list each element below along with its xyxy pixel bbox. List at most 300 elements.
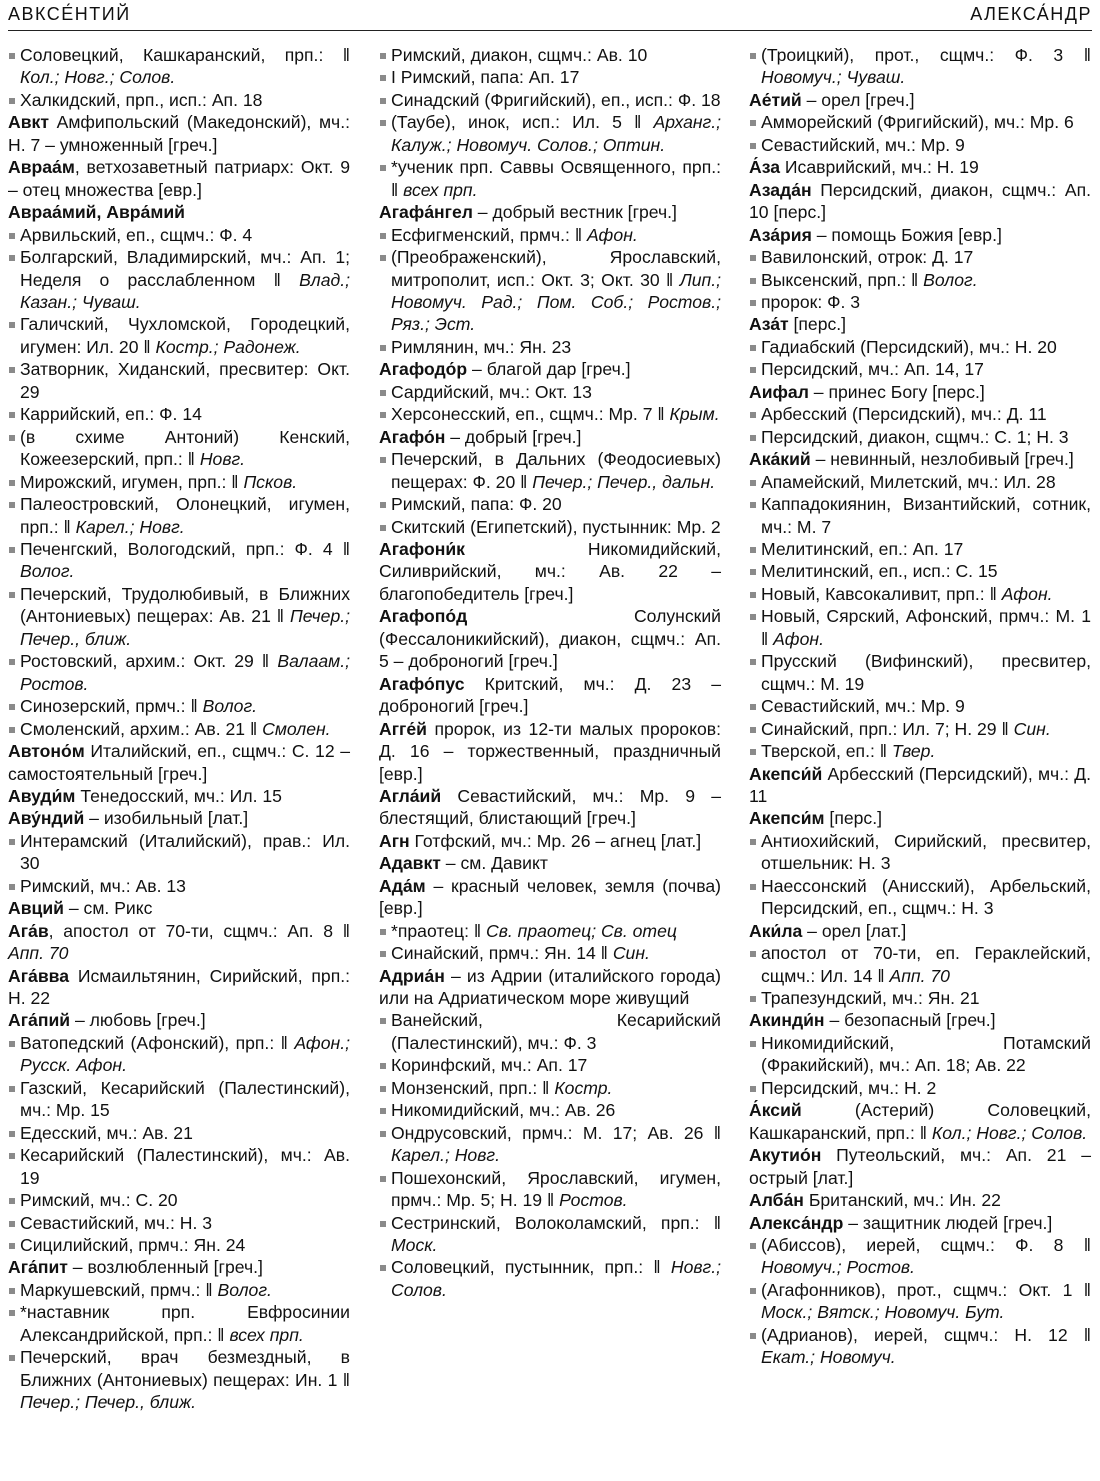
dictionary-headword-entry [379,785,721,830]
dictionary-sub-entry [8,403,350,425]
dictionary-sub-entry [749,987,1091,1009]
entry-text: – защитник людей [греч.] [843,1212,1053,1233]
entry-text: Синайский, прмч.: Ян. 14 ‖ [391,943,608,964]
entry-text: Исаврийский, мч.: Н. 19 [780,157,979,178]
entry-text: пророк, из 12-ти малых пророков: Д. 16 – торжественный, праздничный [евр.] [379,718,721,784]
source-reference: Кол.; Новг.; Солов. [931,1122,1088,1143]
dictionary-sub-entry [8,1144,350,1189]
entry-text: Маркушевский, прмч.: ‖ [20,1279,213,1300]
dictionary-headword-entry [379,201,721,223]
dictionary-sub-entry [379,381,721,403]
entry-text: – добрый вестник [греч.] [472,202,677,223]
headword: Акепси́й [749,763,823,784]
dictionary-headword-entry [8,807,350,829]
dictionary-headword-entry [379,852,721,874]
entry-text: Сицилийский, прмч.: Ян. 24 [20,1235,246,1256]
entry-text: – см. Рикс [63,898,153,919]
entry-text: Амфипольский (Македонский), мч.: Н. 7 – умноженный [греч.] [8,112,350,155]
entry-text: [перс.] [824,808,882,829]
source-reference: Моск. [391,1235,438,1256]
entry-text: – красный человек, земля (почва) [евр.] [379,875,721,919]
entry-text: Персидский, диакон, сщмч.: Ап. 10 [перс.] [749,179,1091,223]
entry-text: , ветхозаветный патриарх: Окт. 9 – отец множества [евр.] [8,157,350,200]
dictionary-sub-entry [379,1122,721,1167]
entry-text: – добрый [греч.] [445,426,582,447]
source-reference: Син. [612,943,650,964]
entry-text: Амморейский (Фригийский), мч.: Мр. 6 [761,112,1074,133]
entry-text: (Адрианов), иерей, сщмч.: Н. 12 ‖ [761,1324,1091,1345]
entry-text: Вавилонский, отрок: Д. 17 [761,247,974,268]
dictionary-headword-entry [749,920,1091,942]
headword: Ае́тий [749,89,802,110]
dictionary-sub-entry [379,111,721,156]
header-right: АЛЕКСА́НДР [970,4,1092,24]
dictionary-sub-entry [749,44,1091,89]
source-reference: Псков. [243,471,298,492]
source-reference: Волог. [923,269,978,290]
source-reference: Валаам.; Ростов. [20,651,350,694]
dictionary-sub-entry [8,1279,350,1301]
entry-text: Никомидийский, Силиврийский, мч.: Ав. 22 – благопобедитель [греч.] [379,538,721,604]
entry-text: Севастийский, мч.: Н. 3 [20,1212,213,1233]
source-reference: Костр. [554,1077,613,1098]
dictionary-sub-entry [379,1009,721,1054]
headword: А́за [749,157,781,178]
entry-text: Мелитинский, еп.: Ап. 17 [761,538,964,559]
dictionary-headword-entry [8,965,350,1010]
headword: Ака́кий [749,449,811,470]
entry-text: Ростовский, архим.: Окт. 29 ‖ [20,651,270,672]
dictionary-sub-entry [379,246,721,336]
entry-text: Римский, мч.: Ав. 13 [20,875,186,896]
entry-text: Путеольский, мч.: Ап. 21 – острый [лат.] [749,1145,1091,1188]
dictionary-sub-entry [8,471,350,493]
entry-text: Соловецкий, Кашкаранский, прп.: ‖ [20,45,350,65]
entry-text: Выксенский, прп.: ‖ [761,269,919,290]
headword: Ага́пий [8,1010,71,1031]
dictionary-headword-entry [8,1009,350,1031]
dictionary-headword-entry [749,1144,1091,1189]
headword: Агафопо́д [379,606,468,627]
entry-text: – орел [лат.] [802,920,907,941]
dictionary-sub-entry [749,246,1091,268]
dictionary-sub-entry [8,1346,350,1413]
dictionary-sub-entry [379,403,721,425]
entry-text: Интерамский (Италийский), прав.: Ил. 30 [20,830,350,874]
dictionary-sub-entry [749,830,1091,875]
entry-text: Тенедосский, мч.: Ил. 15 [75,785,282,806]
entry-text: Печерский, в Дальних (Феодосиевых) пещерах: Ф. 20 ‖ [391,449,721,492]
entry-text: (Преображенский), Ярославский, митрополит, исп.: Окт. 3; Окт. 30 ‖ [391,247,721,290]
dictionary-headword-entry [8,785,350,807]
dictionary-sub-entry [8,695,350,717]
entry-text: Печенгский, Вологодский, прп.: Ф. 4 ‖ [20,538,350,559]
entry-text: Печерский, Трудолюбивый, в Ближних (Антониевых) пещерах: Ав. 21 ‖ [20,583,350,627]
dictionary-sub-entry [8,1077,350,1122]
entry-text: – невинный, незлобивый [греч.] [810,449,1074,470]
entry-text: Есфигменский, прмч.: ‖ [391,224,583,245]
entry-text: Апамейский, Милетский, мч.: Ил. 28 [761,471,1056,492]
entry-text: Римский, диакон, сщмч.: Ав. 10 [391,45,648,65]
dictionary-sub-entry [749,403,1091,425]
headword: Акутио́н [749,1145,822,1166]
dictionary-sub-entry [379,1256,721,1301]
dictionary-sub-entry [379,516,721,538]
source-reference: Афон. [1001,583,1053,604]
source-reference: Волог. [20,561,75,582]
headword: Азада́н [749,179,812,200]
dictionary-sub-entry [749,538,1091,560]
source-reference: Карел.; Новг. [75,516,185,537]
entry-text: Наессонский (Анисский), Арбельский, Персидский, еп., сщмч.: Н. 3 [761,875,1091,919]
entry-text: Каррийский, еп.: Ф. 14 [20,404,202,425]
dictionary-sub-entry [8,830,350,875]
entry-text: Персидский, мч.: Н. 2 [761,1077,937,1098]
dictionary-headword-entry [749,89,1091,111]
entry-text: Синадский (Фригийский), еп., исп.: Ф. 18 [391,89,721,110]
dictionary-sub-entry [749,471,1091,493]
entry-text: – безопасный [греч.] [824,1010,996,1031]
headword: Авраа́мий, Авра́мий [8,202,185,223]
source-reference: Апп. 70 [889,965,950,986]
dictionary-headword-entry [8,111,350,156]
entry-text: Сардийский, мч.: Окт. 13 [391,381,592,402]
dictionary-sub-entry [749,875,1091,920]
dictionary-sub-entry [749,583,1091,605]
dictionary-headword-entry [749,381,1091,403]
dictionary-sub-entry [749,740,1091,762]
entry-text: Критский, мч.: Д. 23 – доброногий [греч.] [379,673,721,717]
dictionary-headword-entry [749,807,1091,829]
dictionary-sub-entry [8,650,350,695]
dictionary-sub-entry [379,1212,721,1257]
dictionary-sub-entry [379,44,721,66]
entry-text: Скитский (Египетский), пустынник: Мр. 2 [391,516,721,537]
dictionary-headword-entry [379,718,721,785]
dictionary-headword-entry [749,763,1091,808]
headword: Автоно́м [8,741,85,762]
dictionary-headword-entry [749,224,1091,246]
entry-text: (Астерий) Соловецкий, Кашкаранский, прп.: ‖ [749,1100,1091,1143]
entry-text: Кесарийский (Палестинский), мч.: Ав. 19 [20,1145,350,1188]
dictionary-sub-entry [749,1032,1091,1077]
entry-text: пророк: Ф. 3 [761,291,861,312]
dictionary-sub-entry [379,1054,721,1076]
entry-text: Затворник, Хиданский, пресвитер: Окт. 29 [20,359,350,402]
entry-text: Севастийский, мч.: Мр. 9 [761,134,965,155]
headword: Агафо́н [379,426,446,447]
entry-text: Новый, Сярский, Афонский, прмч.: М. 1 ‖ [761,606,1091,649]
dictionary-sub-entry [749,134,1091,156]
entry-text: Ондрусовский, прмч.: М. 17; Ав. 26 ‖ [391,1122,721,1143]
entry-text: Италийский, еп., сщмч.: С. 12 – самостоятельный [греч.] [8,741,350,784]
entry-text: *ученик прп. Саввы Освященного, прп.: ‖ [391,157,721,200]
headword: Ага́пит [8,1257,68,1278]
dictionary-headword-entry [8,1256,350,1278]
entry-text: Едесский, мч.: Ав. 21 [20,1122,193,1143]
headword: Агн [379,830,410,851]
headword: Авраа́м [8,157,75,178]
dictionary-sub-entry [379,920,721,942]
dictionary-sub-entry [8,583,350,650]
dictionary-sub-entry [8,1212,350,1234]
source-reference: Печер.; Печер., ближ. [20,606,351,649]
column-3 [749,44,1091,1369]
dictionary-headword-entry [8,740,350,785]
dictionary-headword-entry [379,605,721,672]
entry-text: Галичский, Чухломской, Городецкий, игумен: Ил. 20 ‖ [20,314,350,357]
entry-text: Готфский, мч.: Мр. 26 – агнец [лат.] [409,830,702,851]
dictionary-sub-entry [8,1301,350,1346]
headword: Ага́вва [8,965,70,986]
source-reference: Карел.; Новг. [391,1145,500,1166]
entry-text: (Троицкий), прот., сщмч.: Ф. 3 ‖ [761,45,1091,65]
dictionary-headword-entry [379,830,721,852]
dictionary-headword-entry [379,358,721,380]
source-reference: Твер. [891,741,936,762]
entry-text: Херсонесский, еп., сщмч.: Мр. 7 ‖ [391,404,665,425]
running-header [8,4,1092,31]
source-reference: всех прп. [229,1324,304,1345]
entry-text: Газский, Кесарийский (Палестинский), мч.: Мр. 15 [20,1077,350,1121]
dictionary-sub-entry [379,942,721,964]
entry-text: (Агафонников), прот., сщмч.: Окт. 1 ‖ [761,1279,1091,1300]
headword: Аки́ла [749,920,803,941]
headword: Адриа́н [379,965,445,986]
dictionary-sub-entry [379,1099,721,1121]
dictionary-sub-entry [749,560,1091,582]
dictionary-sub-entry [749,942,1091,987]
entry-text: Синайский, прп.: Ил. 7; Н. 29 ‖ [761,718,1009,739]
entry-text: Римский, мч.: С. 20 [20,1190,178,1211]
dictionary-sub-entry [8,313,350,358]
source-reference: Новомуч.; Ростов. [761,1257,915,1278]
dictionary-sub-entry [749,1234,1091,1279]
dictionary-sub-entry [8,224,350,246]
source-reference: Ростов. [559,1190,628,1211]
source-reference: Апп. 70 [8,943,69,964]
dictionary-sub-entry [379,224,721,246]
dictionary-headword-entry [379,673,721,718]
dictionary-headword-entry [8,920,350,965]
entry-text: Палеостровский, Олонецкий, игумен, прп.: ‖ [20,494,350,537]
dictionary-sub-entry [8,358,350,403]
headword: Аза́т [749,314,789,335]
dictionary-sub-entry [8,1189,350,1211]
source-reference: Новг.; Солов. [391,1257,722,1300]
headword: Агафони́к [379,538,465,559]
source-reference: Крым. [669,404,720,425]
entry-text: Трапезундский, мч.: Ян. 21 [761,988,980,1009]
entry-text: – изобильный [лат.] [84,808,249,829]
headword: Ада́м [379,875,426,896]
dictionary-sub-entry [749,605,1091,650]
entry-text: *праотец: ‖ [391,920,482,941]
entry-text: – орел [греч.] [801,89,915,110]
dictionary-sub-entry [379,493,721,515]
source-reference: Печер.; Печер., ближ. [20,1392,196,1413]
dictionary-sub-entry [8,718,350,740]
entry-text: Британский, мч.: Ин. 22 [803,1190,1001,1211]
entry-text: Коринфский, мч.: Ап. 17 [391,1055,588,1076]
entry-text: Халкидский, прп., исп.: Ап. 18 [20,89,263,110]
entry-text: – из Адрии (италийского города) или на Адриатическом море живущий [379,965,721,1009]
source-reference: Новг. [199,449,246,470]
dictionary-sub-entry [8,426,350,471]
entry-text: Смоленский, архим.: Ав. 21 ‖ [20,718,258,739]
headword: Акепси́м [749,808,825,829]
dictionary-sub-entry [749,291,1091,313]
dictionary-headword-entry [749,1009,1091,1031]
source-reference: Афон. [773,628,824,649]
headword: Агафо́пус [379,673,465,694]
entry-text: Гадиабский (Персидский), мч.: Н. 20 [761,336,1057,357]
headword: Акинди́н [749,1010,825,1031]
headword: Аифал [749,381,809,402]
entry-text: Синозерский, прмч.: ‖ [20,696,198,717]
entry-text: Новый, Кавсокаливит, прп.: ‖ [761,583,997,604]
dictionary-sub-entry [8,538,350,583]
entry-text: Арбесский (Персидский), мч.: Д. 11 [749,763,1091,806]
source-reference: Св. праотец; Св. отец [486,920,677,941]
entry-text: Пошехонский, Ярославский, игумен, прмч.: Мр. 5; Н. 19 ‖ [391,1167,721,1211]
dictionary-headword-entry [749,1099,1091,1144]
dictionary-sub-entry [749,269,1091,291]
entry-text: Персидский, диакон, сщмч.: С. 1; Н. 3 [761,426,1069,447]
source-reference: Костр.; Радонеж. [155,336,301,357]
entry-text: Никомидийский, Потамский (Фракийский), мч.: Ап. 18; Ав. 22 [761,1032,1091,1076]
dictionary-headword-entry [749,313,1091,335]
dictionary-sub-entry [379,1077,721,1099]
entry-text: *наставник прп. Евфросинии Александрийской, прп.: ‖ [20,1302,350,1345]
source-reference: Печер.; Печер., дальн. [532,471,716,492]
headword: Аза́рия [749,224,812,245]
entry-text: (в схиме Антоний) Кенский, Кожеезерский, прп.: ‖ [20,426,350,470]
dictionary-headword-entry [8,897,350,919]
dictionary-sub-entry [749,493,1091,538]
headword: Авкт [8,112,49,133]
entry-text: Тверской, еп.: ‖ [761,741,888,762]
entry-text: (Таубе), инок, исп.: Ил. 5 ‖ [391,112,642,133]
source-reference: Арханг.; Калуж.; Новомуч. Солов.; Оптин. [391,112,721,155]
entry-text: Исмаильтянин, Сирийский, прп.: Н. 22 [8,965,350,1009]
entry-text: Сестринский, Волоколамский, прп.: ‖ [391,1212,721,1233]
dictionary-headword-entry [379,965,721,1010]
dictionary-headword-entry [379,426,721,448]
entry-text: Арвильский, еп., сщмч.: Ф. 4 [20,224,253,245]
dictionary-sub-entry [749,695,1091,717]
header-left: АВКСЕ́НТИЙ [8,4,131,24]
dictionary-headword-entry [379,875,721,920]
headword: Авуди́м [8,785,76,806]
dictionary-sub-entry [379,156,721,201]
entry-text: Печерский, врач безмездный, в Ближних (Антониевых) пещерах: Ин. 1 ‖ [20,1347,350,1390]
dictionary-headword-entry [8,201,350,223]
entry-text: Ватопедский (Афонский), прп.: ‖ [20,1032,288,1053]
entry-text: – см. Давикт [440,853,548,874]
headword: Агафа́нгел [379,202,473,223]
entry-text: (Абиссов), иерей, сщмч.: Ф. 8 ‖ [761,1235,1091,1256]
dictionary-sub-entry [8,1122,350,1144]
dictionary-headword-entry [749,448,1091,470]
entry-text: Соловецкий, пустынник, прп.: ‖ [391,1257,661,1278]
source-reference: Кол.; Новг.; Солов. [20,67,176,88]
entry-text: Солунский (Фессалоникийский), диакон, сщмч.: Ап. 5 – доброногий [греч.] [379,606,721,672]
headword: Адавкт [379,853,441,874]
dictionary-sub-entry [379,336,721,358]
dictionary-sub-entry [749,336,1091,358]
source-reference: Екат.; Новомуч. [761,1347,896,1368]
entry-text: , апостол от 70-ти, сщмч.: Ап. 8 ‖ [48,920,350,941]
headword: Агла́ий [379,785,442,806]
dictionary-headword-entry [749,179,1091,224]
dictionary-sub-entry [749,426,1091,448]
dictionary-headword-entry [749,1189,1091,1211]
source-reference: Волог. [202,696,258,717]
entry-text: Севастийский, мч.: Мр. 9 – блестящий, блистающий [греч.] [379,785,721,829]
entry-text: Антиохийский, Сирийский, пресвитер, отшельник: Н. 3 [761,830,1091,874]
entry-text: Арбесский (Персидский), мч.: Д. 11 [761,404,1047,425]
entry-text: Мелитинский, еп., исп.: С. 15 [761,561,998,582]
entry-text: Мирожский, игумен, прп.: ‖ [20,471,239,492]
source-reference: Моск.; Вятск.; Новомуч. Бут. [761,1302,1005,1323]
source-reference: Афон. [586,224,638,245]
headword: Агге́й [379,718,427,739]
dictionary-sub-entry [749,718,1091,740]
dictionary-headword-entry [8,156,350,201]
entry-text: Персидский, мч.: Ап. 14, 17 [761,359,984,380]
dictionary-headword-entry [749,156,1091,178]
headword: Ага́в [8,920,49,941]
entry-text: – благой дар [греч.] [467,359,631,380]
headword: Алекса́ндр [749,1212,844,1233]
dictionary-sub-entry [749,1077,1091,1099]
source-reference: Влад.; Казан.; Чуваш. [20,269,351,312]
column-1 [8,44,350,1414]
dictionary-sub-entry [379,89,721,111]
dictionary-sub-entry [8,89,350,111]
dictionary-sub-entry [8,875,350,897]
entry-text: Ванейский, Кесарийский (Палестинский), мч.: Ф. 3 [391,1010,721,1053]
dictionary-sub-entry [8,493,350,538]
headword: Алба́н [749,1190,804,1211]
dictionary-sub-entry [379,1167,721,1212]
headword: А́ксий [749,1100,802,1121]
dictionary-sub-entry [8,1032,350,1077]
source-reference: всех прп. [403,179,478,200]
dictionary-sub-entry [749,1279,1091,1324]
dictionary-sub-entry [379,448,721,493]
dictionary-sub-entry [8,246,350,313]
entry-text: Римлянин, мч.: Ян. 23 [391,336,572,357]
entry-text: – любовь [греч.] [70,1010,206,1031]
dictionary-sub-entry [8,44,350,89]
column-2 [379,44,721,1301]
entry-text: Никомидийский, мч.: Ав. 26 [391,1100,616,1121]
entry-text: Болгарский, Владимирский, мч.: Ап. 1; Неделя о расслабленном ‖ [20,247,350,290]
dictionary-headword-entry [379,538,721,605]
headword: Аву́ндий [8,808,85,829]
entry-text: – принес Богу [перс.] [808,381,985,402]
headword: Авций [8,898,64,919]
source-reference: Афон.; Русск. Афон. [20,1032,350,1076]
dictionary-sub-entry [379,66,721,88]
entry-text: [перс.] [788,314,847,335]
entry-text: Римский, папа: Ф. 20 [391,494,562,515]
source-reference: Волог. [217,1279,272,1300]
dictionary-sub-entry [749,1324,1091,1369]
entry-text: – возлюбленный [греч.] [67,1257,263,1278]
